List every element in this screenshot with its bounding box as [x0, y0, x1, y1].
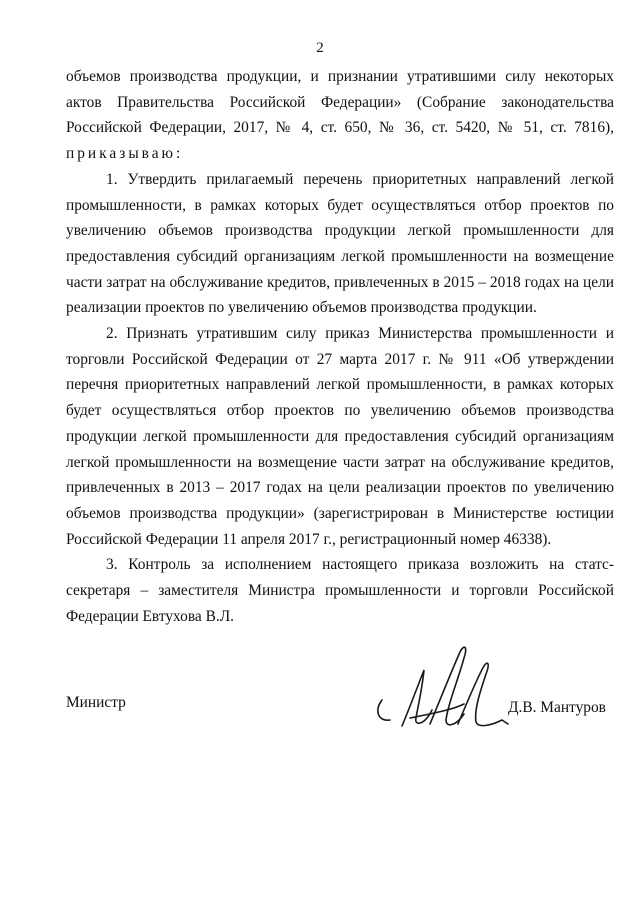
signer-position: Министр — [66, 694, 126, 711]
order-word: приказываю: — [66, 145, 184, 163]
document-body — [66, 64, 614, 629]
signature-block — [0, 640, 640, 750]
paragraph-intro-text: объемов производства продукции, и признании утратившими силу некоторых актов Правительства Российской Федерации» (Собрание законодательства Российской Федерации, 2017, № 4, ст. 650, № 36, ст. 5420, № 51, ст. 7816), — [66, 68, 614, 137]
paragraph-item-2: 2. Признать утратившим силу приказ Министерства промышленности и торговли Российской Федерации от 27 марта 2017 г. № 911 «Об утверждении перечня приоритетных направлений легкой промышленности, в рамках которых будет осуществляться отбор проектов по увеличению объемов производства продукции легкой промышленности для предоставления субсидий организациям легкой промышленности на возмещение части затрат на обслуживание кредитов, привлеченных в 2013 – 2017 годах на цели реализации проектов по увеличению объемов производства продукции» (зарегистрирован в Министерстве юстиции Российской Федерации 11 апреля 2017 г., регистрационный номер 46338). — [66, 325, 614, 548]
handwritten-signature — [372, 640, 512, 730]
paragraph-item-3: 3. Контроль за исполнением настоящего приказа возложить на статс-секретаря – заместителя Министра промышленности и торговли Российской Федерации Евтухова В.Л. — [66, 556, 614, 625]
page-number: 2 — [316, 40, 324, 56]
signer-name: Д.В. Мантуров — [508, 699, 606, 716]
paragraph-item-1: 1. Утвердить прилагаемый перечень приоритетных направлений легкой промышленности, в рамках которых будет осуществляться отбор проектов по увеличению объемов производства продукции легкой промышленности для предоставления субсидий организациям легкой промышленности на возмещение части затрат на обслуживание кредитов, привлеченных в 2015 – 2018 годах на цели реализации проектов по увеличению объемов производства продукции. — [66, 170, 614, 317]
paragraph-intro — [66, 64, 614, 167]
